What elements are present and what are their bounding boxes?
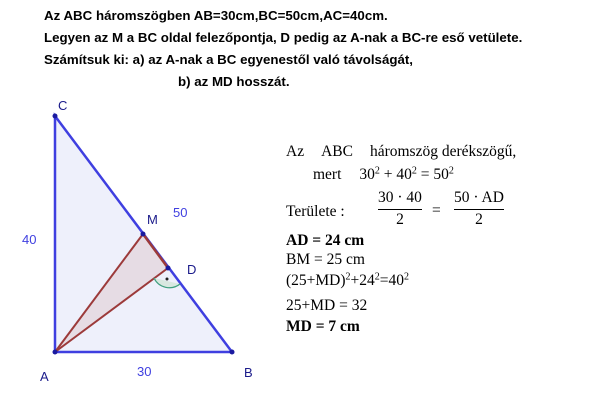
pythagoras-line: $(25+MD)^2+24^2=40^2$ (286, 271, 410, 289)
solution-line-2: mert $30^2 + 40^2 = 50^2$ (313, 165, 454, 183)
point-c (53, 114, 58, 119)
fraction-right (454, 189, 504, 229)
point-m (141, 232, 146, 237)
point-a (53, 350, 58, 355)
area-label: Területe : (286, 203, 345, 220)
result-bm: BM = 25 cm (286, 251, 365, 268)
point-b (230, 350, 235, 355)
label-d: D (187, 262, 197, 277)
label-m: M (147, 212, 158, 227)
fraction-left-denominator: 2 (396, 211, 404, 228)
label-a: A (40, 369, 49, 384)
fraction-left (378, 189, 422, 229)
label-b: B (244, 365, 253, 380)
side-label-ab: 30 (137, 364, 152, 379)
solution-line-1: Az ABC háromszög derékszögű, (286, 143, 517, 160)
result-ad: AD = 24 cm (286, 232, 365, 249)
task-line-4: b) az MD hosszát. (178, 74, 290, 89)
side-label-ac: 40 (22, 232, 37, 247)
sum-line: 25+MD = 32 (286, 297, 368, 314)
right-angle-dot (166, 278, 169, 281)
fraction-right-denominator: 2 (475, 211, 483, 228)
point-d (166, 266, 171, 271)
task-line-2: Legyen az M a BC oldal felezőpontja, D pedig az A-nak a BC-re eső vetülete. (44, 30, 523, 45)
result-md: MD = 7 cm (286, 318, 360, 335)
fraction-right-bar (454, 209, 504, 210)
fraction-left-bar (378, 209, 422, 210)
fraction-left-numerator: 30 · 40 (378, 189, 422, 206)
side-label-bc: 50 (173, 205, 188, 220)
fraction-right-numerator: 50 · AD (454, 189, 504, 206)
task-line-3: Számítsuk ki: a) az A-nak a BC egyenestől való távolságát, (44, 52, 413, 67)
task-line-1: Az ABC háromszögben AB=30cm,BC=50cm,AC=40cm. (44, 8, 388, 23)
label-c: C (58, 98, 68, 113)
fraction-equals: = (432, 202, 441, 219)
